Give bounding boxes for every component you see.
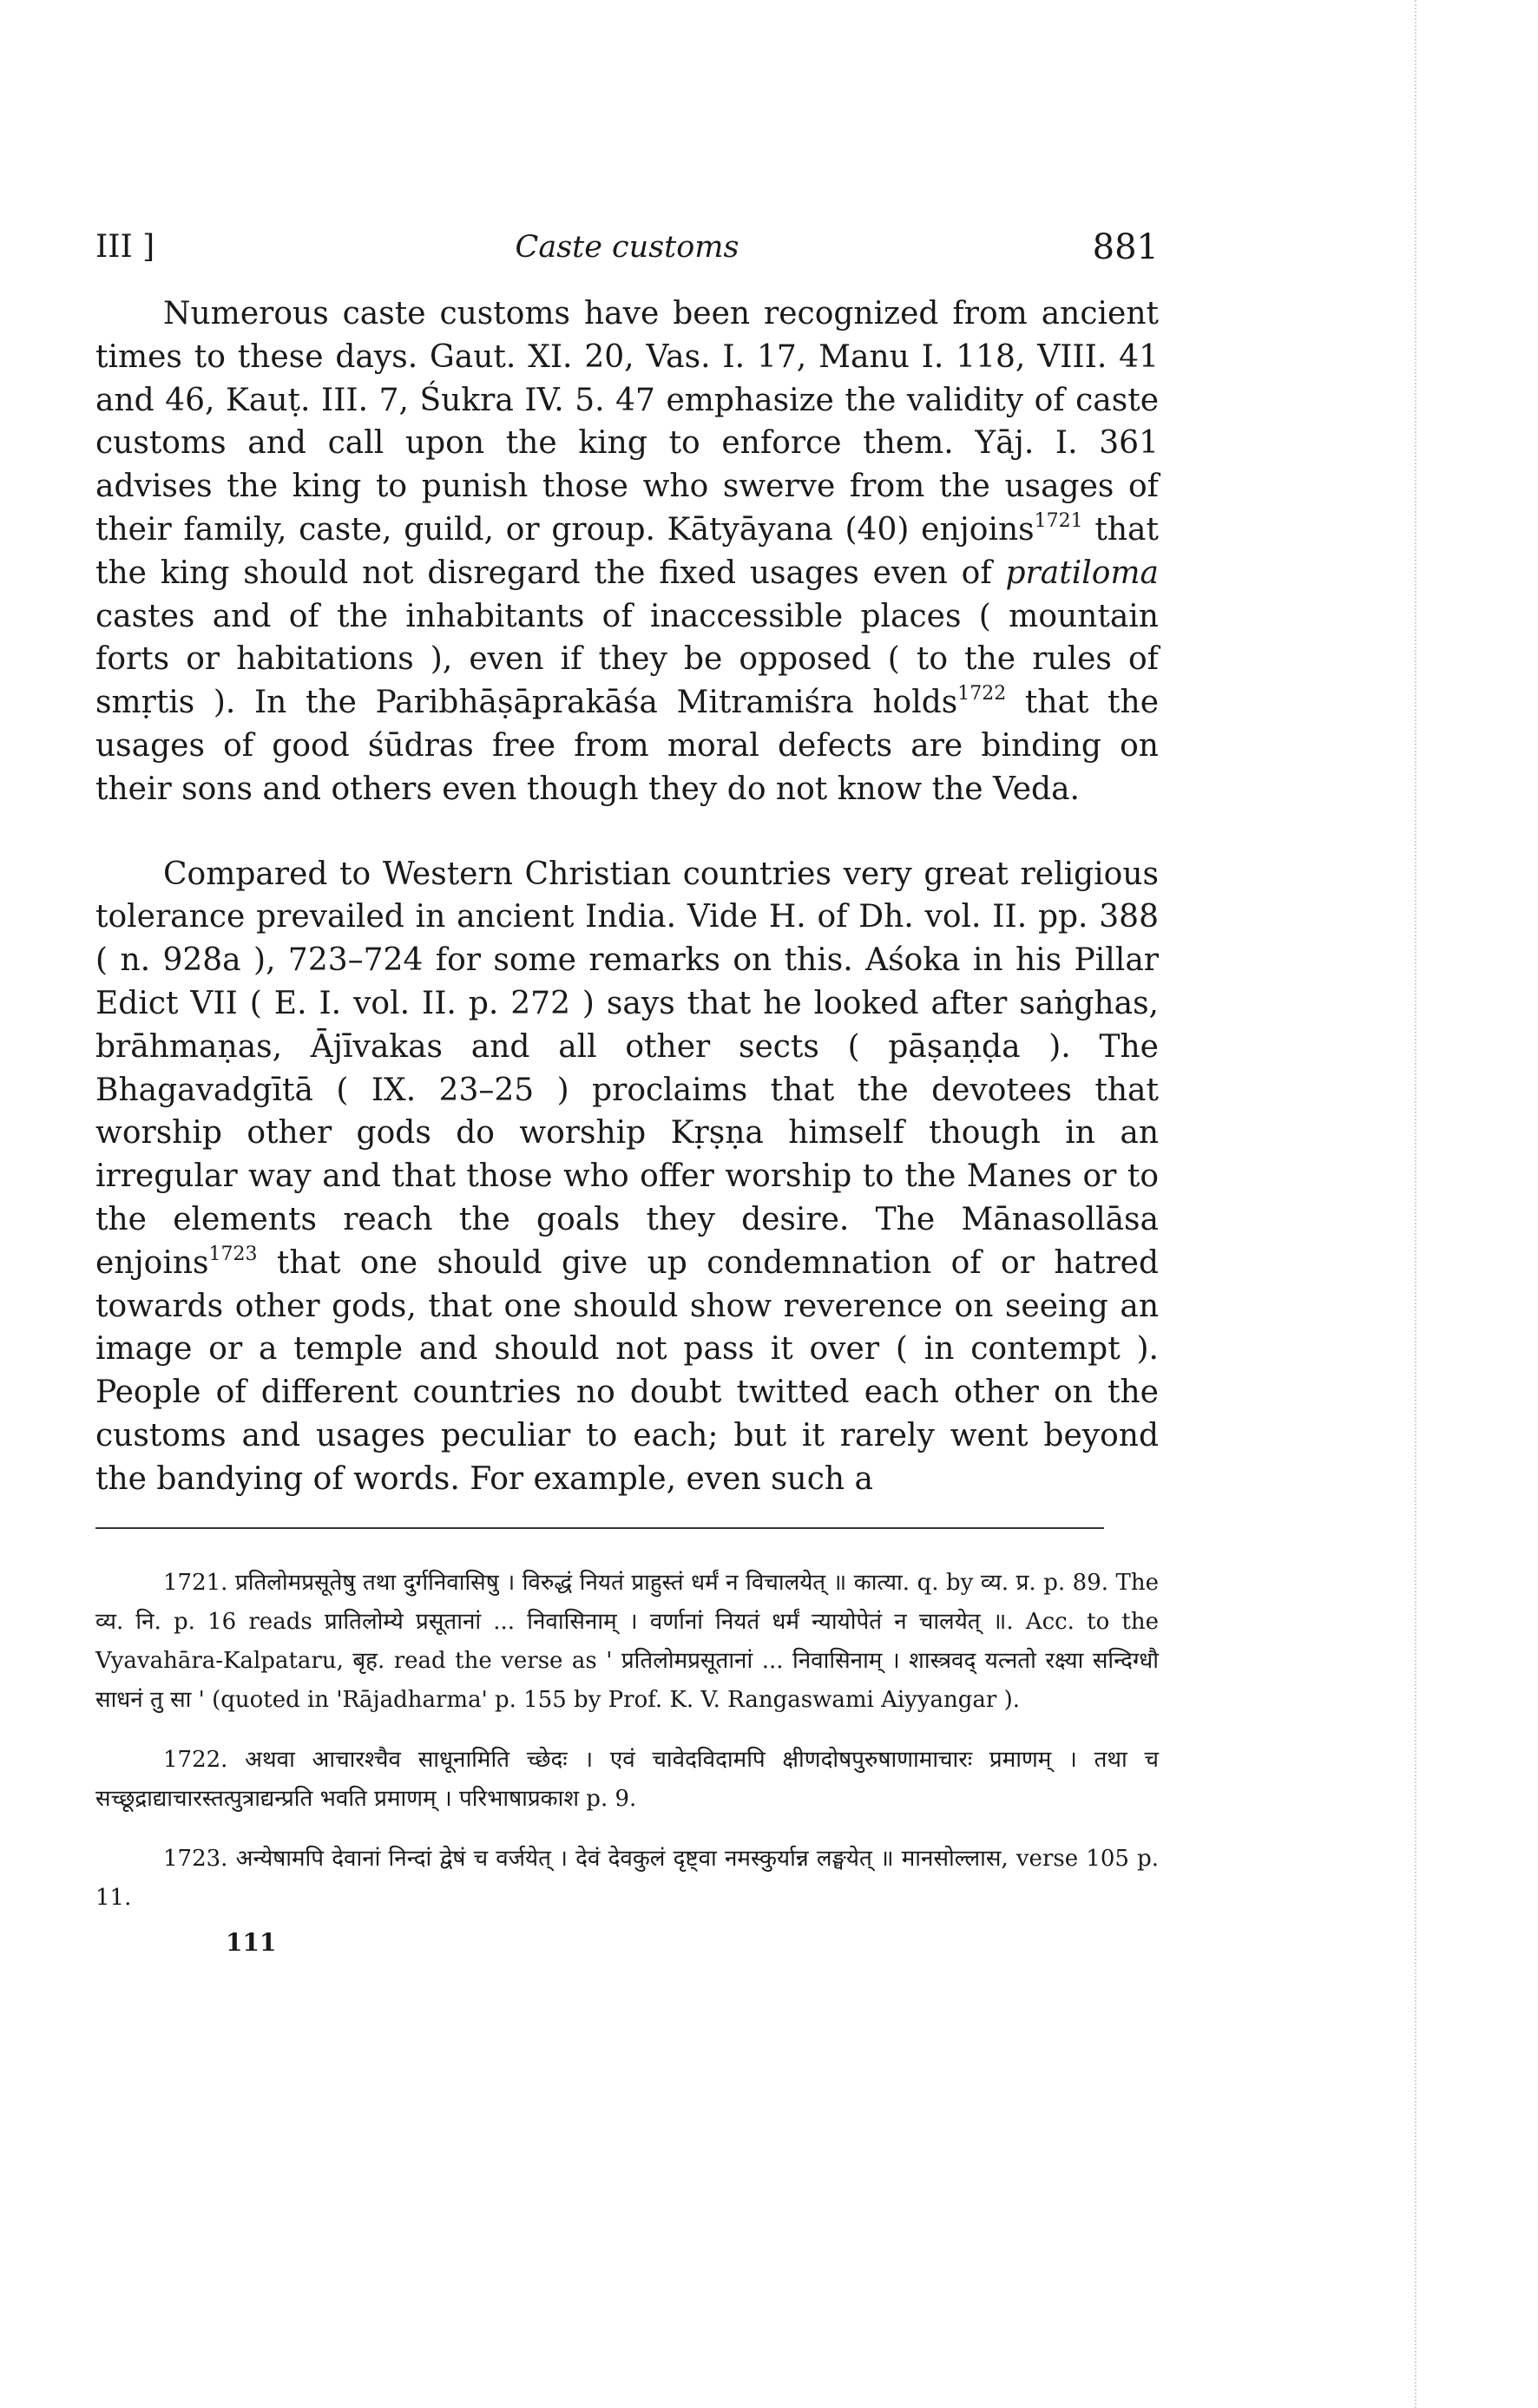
- paragraph-2: [95, 853, 1159, 1501]
- footnotes: [95, 1564, 1159, 1962]
- footnote-1721: 1721. प्रतिलोमप्रसूतेषु तथा दुर्गनिवासिषु । विरुद्धं नियतं प्राहुस्तं धर्मं न विचालयेत् ॥ कात्या. q. by व्य. प्र. p. 89. The व्य. नि. p. 16 reads प्रातिलोम्ये प्रसूतानां ... निवासिनाम् । वर्णानां नियतं धर्मं न्यायोपेतं न चालयेत् ॥. Acc. to the Vyavahāra-Kalpataru, बृह. read the verse as ' प्रतिलोमप्रसूतानां ... निवासिनाम् । शास्त्रवद् यत्नतो रक्ष्या सन्दिग्धौ साधनं तु सा ' (quoted in 'Rājadharma' p. 155 by Prof. K. V. Rangaswami Aiyyangar ).: [95, 1569, 1159, 1713]
- footnote-ref-1721: 1721: [1034, 509, 1083, 532]
- footnote-ref-1722: 1722: [957, 683, 1007, 705]
- signature-mark: 111: [226, 1927, 277, 1957]
- chapter-title: Caste customs: [515, 230, 739, 265]
- paragraph-1: [95, 292, 1159, 811]
- paragraph-1-part-1: Numerous caste customs have been recognized from ancient times to these days. Gaut. XI. 20, Vas. I. 17, Manu I. 118, VIII. 41 and 46, Kauṭ. III. 7, Śukra IV. 5. 47 emphasize the validity of caste customs and call upon the king to enforce them. Yāj. I. 361 advises the king to punish those who swerve from the usages of their family, caste, guild, or group. Kātyāyana (40) enjoins: [95, 296, 1159, 548]
- footnote-1723: 1723. अन्येषामपि देवानां निन्दां द्वेषं च वर्जयेत् । देवं देवकुलं दृष्ट्वा नमस्कुर्यान्न लङ्घयेत् ॥ मानसोल्लास, verse 105 p. 11.: [95, 1845, 1159, 1911]
- footnote-1722: 1722. अथवा आचारश्चैव साधूनामिति च्छेदः । एवं चावेदविदामपि क्षीणदोषपुरुषाणामाचारः प्रमाणम् । तथा च सच्छूद्राद्याचारस्तत्पुत्राद्यन्प्रति भवति प्रमाणम् । परिभाषाप्रकाश p. 9.: [95, 1746, 1159, 1812]
- book-page: [95, 221, 1159, 1962]
- paragraph-2-part-1: Compared to Western Christian countries very great religious tolerance prevailed in ancient India. Vide H. of Dh. vol. II. pp. 388 ( n. 928a ), 723–724 for some remarks on this. Aśoka in his Pillar Edict VII ( E. I. vol. II. p. 272 ) says that he looked after saṅghas, brāhmaṇas, Ājīvakas and all other sects ( pāṣaṇḍa ). The Bhagavadgītā ( IX. 23–25 ) proclaims that the devotees that worship other gods do worship Kṛṣṇa himself though in an irregular way and that those who offer worship to the Manes or to the elements reach the goals they desire. The Mānasollāsa enjoins: [95, 856, 1159, 1281]
- paragraph-2-part-2: that one should give up condemnation of or hatred towards other gods, that one should show reverence on seeing an image or a temple and should not pass it over ( in contempt ). People of different countries no doubt twitted each other on the customs and usages peculiar to each; but it rarely went beyond the bandying of words. For example, even such a: [95, 1244, 1159, 1497]
- paragraph-1-part-3: castes and of the inhabitants of inaccessible places ( mountain forts or habitations ), even if they be opposed ( to the rules of smṛtis ). In the Paribhāṣāprakāśa Mitramiśra holds: [95, 598, 1159, 721]
- italic-term: pratiloma: [1005, 554, 1159, 591]
- page-edge-line: [1415, 0, 1416, 2408]
- paragraph-1-part-4: that the usages of good śūdras free from moral defects are binding on their sons and others even though they do not know the Veda.: [95, 685, 1159, 807]
- footnote-divider: [95, 1527, 1104, 1529]
- running-head: [95, 221, 1159, 273]
- page-number: 881: [1092, 227, 1159, 267]
- footnote-ref-1723: 1723: [208, 1243, 258, 1265]
- paragraph-1-part-2: that the king should not disregard the fixed usages even of: [95, 511, 1159, 591]
- section-number: III ]: [95, 229, 155, 265]
- body-text: [95, 292, 1159, 1501]
